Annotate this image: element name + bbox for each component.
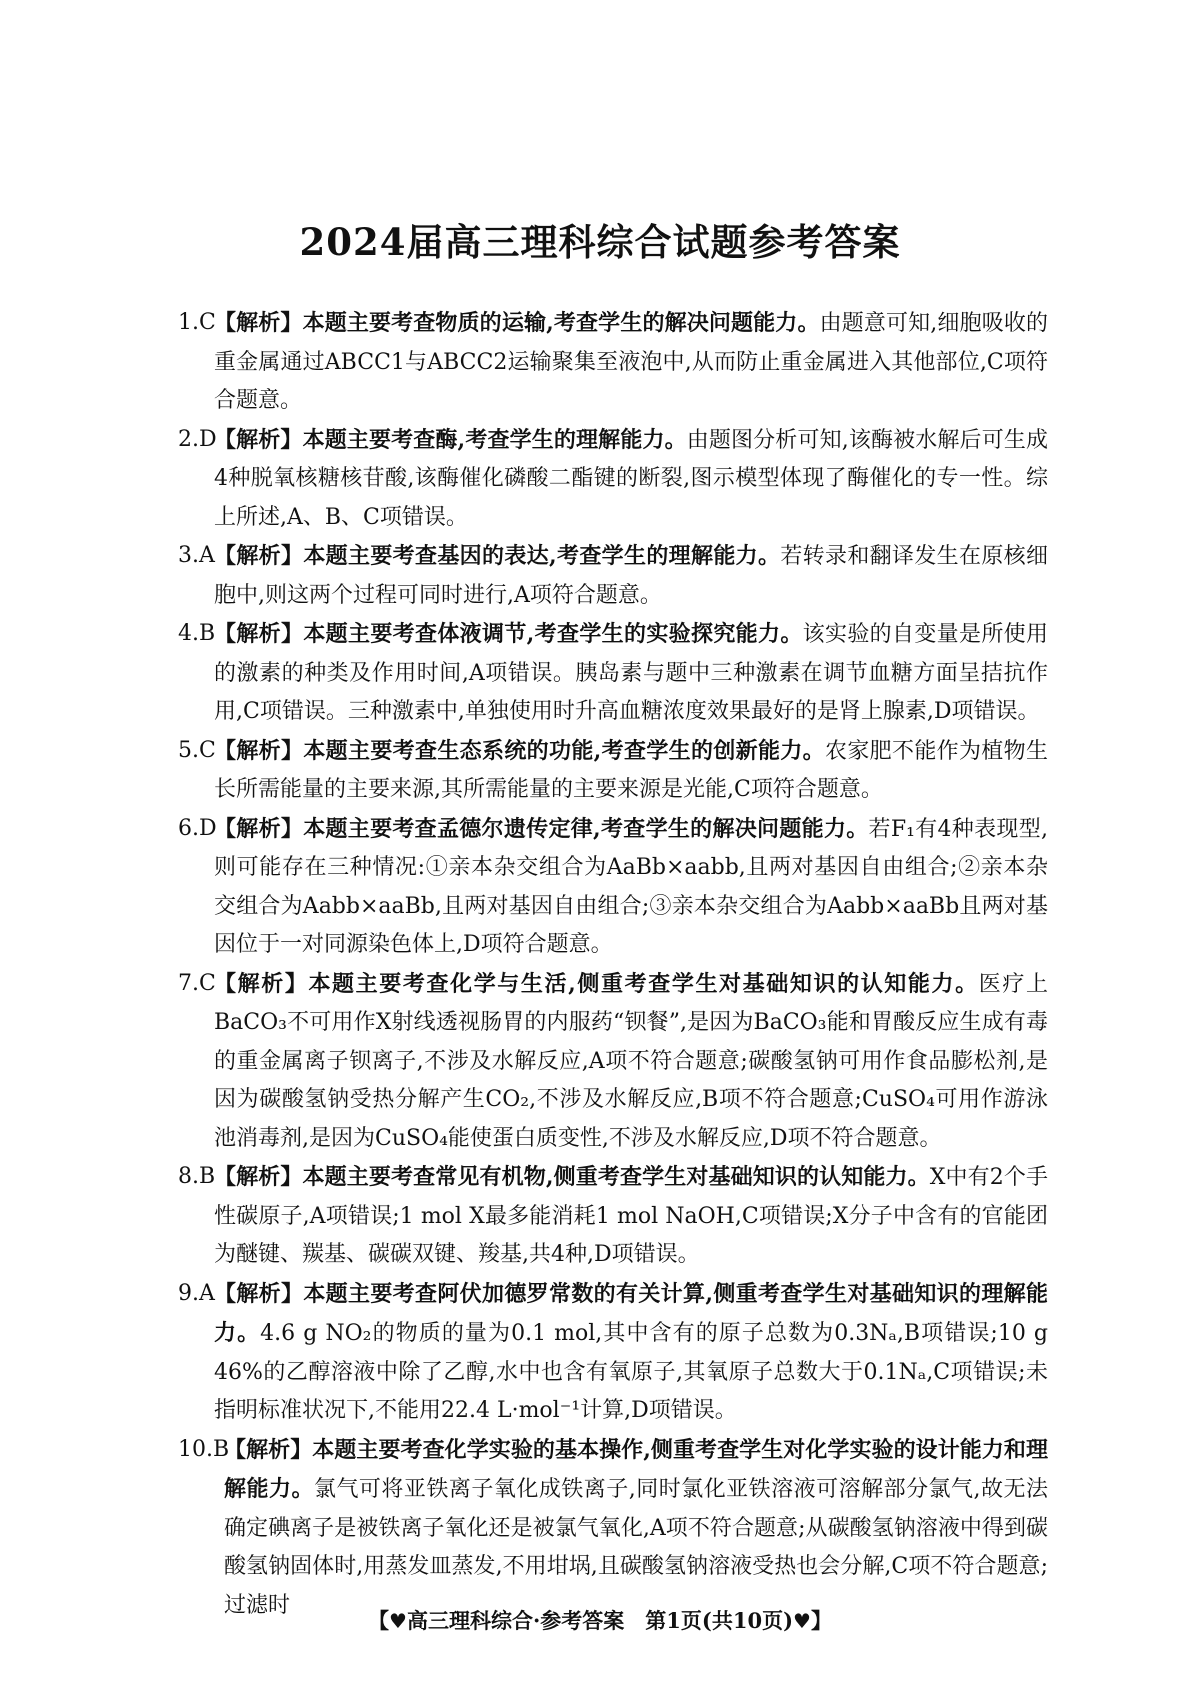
answer-number: 6.D (178, 815, 217, 841)
analysis-body: 若转录和翻译发生在原核细胞中,则这两个过程可同时进行,A项符合题意。 (214, 544, 1048, 608)
answer-number: 7.C (178, 970, 216, 996)
analysis-lead: 本题主要考查酶,考查学生的理解能力。 (302, 426, 687, 453)
answer-number: 5.C (178, 737, 216, 763)
heart-icon: ♥ (389, 1609, 407, 1633)
answer-item (178, 304, 1048, 421)
answer-item (178, 615, 1048, 732)
analysis-body: 该实验的自变量是所使用的激素的种类及作用时间,A项错误。胰岛素与题中三种激素在调节血糖方面呈拮抗作用,C项错误。三种激素中,单独使用时升高血糖浓度效果最好的是肾上腺素,D项错误。 (214, 622, 1048, 724)
analysis-lead: 本题主要考查化学与生活,侧重考查学生对基础知识的认知能力。 (308, 970, 979, 997)
page-footer (0, 1605, 1200, 1635)
analysis-tag: 【解析】 (214, 815, 304, 842)
analysis-body: 由题意可知,细胞吸收的重金属通过ABCC1与ABCC2运输聚集至液泡中,从而防止重金属进入其他部位,C项符合题意。 (214, 311, 1048, 413)
analysis-tag: 【解析】 (214, 543, 304, 569)
answer-item (178, 537, 1048, 615)
answer-number: 4.B (178, 621, 216, 646)
analysis-tag: 【解析】 (214, 426, 303, 453)
analysis-body: 4.6 g NO₂的物质的量为0.1 mol,其中含有的原子总数为0.3Nₐ,B项错误;10 g 46%的乙醇溶液中除了乙醇,水中也含有氧原子,其氧原子总数大于0.1Nₐ,C项错误;未指明标准状况下,不能用22.4 L·mol⁻¹计算,D项错误。 (214, 1321, 1048, 1423)
footer-text: 高三理科综合·参考答案 第1页(共10页) (406, 1608, 794, 1633)
answer-number: 3.A (178, 543, 215, 568)
answer-item (178, 1275, 1048, 1431)
answer-number: 1.C (178, 310, 216, 335)
analysis-lead: 本题主要考查基因的表达,考查学生的理解能力。 (303, 543, 781, 569)
analysis-lead: 本题主要考查孟德尔遗传定律,考查学生的解决问题能力。 (303, 815, 869, 842)
analysis-body: X中有2个手性碳原子,A项错误;1 mol X最多能消耗1 mol NaOH,C项错误;X分子中含有的官能团为醚键、羰基、碳碳双键、羧基,共4种,D项错误。 (214, 1165, 1048, 1267)
analysis-lead: 本题主要考查生态系统的功能,考查学生的创新能力。 (303, 737, 825, 764)
analysis-tag: 【解析】 (214, 621, 304, 647)
analysis-lead: 本题主要考查物质的运输,考查学生的解决问题能力。 (302, 310, 820, 336)
analysis-tag: 【解析】 (214, 310, 303, 336)
answer-item (178, 732, 1048, 810)
analysis-lead: 本题主要考查阿伏加德罗常数的有关计算,侧重考查学生对基础知识的理解能力。 (214, 1280, 1048, 1346)
heart-icon: ♥ (793, 1609, 811, 1633)
answer-item (178, 965, 1048, 1159)
analysis-body: 由题图分析可知,该酶被水解后可生成4种脱氧核糖核苷酸,该酶催化磷酸二酯键的断裂,图示模型体现了酶催化的专一性。综上所述,A、B、C项错误。 (214, 427, 1048, 530)
answer-number: 2.D (178, 426, 217, 452)
answer-item (178, 1158, 1048, 1275)
analysis-tag: 【解析】 (214, 970, 309, 997)
analysis-tag: 【解析】 (214, 1164, 303, 1190)
analysis-lead: 本题主要考查体液调节,考查学生的实验探究能力。 (303, 621, 803, 647)
answer-item (178, 421, 1048, 538)
analysis-body: 医疗上BaCO₃不可用作X射线透视肠胃的内服药“钡餐”,是因为BaCO₃能和胃酸反应生成有毒的重金属离子钡离子,不涉及水解反应,A项不符合题意;碳酸氢钠可用作食品膨松剂,是因为碳酸氢钠受热分解产生CO₂,不涉及水解反应,B项不符合题意;CuSO₄可用作游泳池消毒剂,是因为CuSO₄能使蛋白质变性,不涉及水解反应,D项不符合题意。 (214, 971, 1048, 1151)
analysis-body: 农家肥不能作为植物生长所需能量的主要来源,其所需能量的主要来源是光能,C项符合题意。 (214, 738, 1048, 802)
analysis-lead: 本题主要考查常见有机物,侧重考查学生对基础知识的认知能力。 (302, 1164, 930, 1190)
answer-list (178, 304, 1048, 1625)
answer-item (178, 1431, 1048, 1626)
answer-number: 10.B (178, 1436, 230, 1462)
answer-number: 8.B (178, 1164, 216, 1189)
analysis-body: 若F₁有4种表现型,则可能存在三种情况:①亲本杂交组合为AaBb×aabb,且两对基因自由组合;②亲本杂交组合为Aabb×aaBb,且两对基因自由组合;③亲本杂交组合为Aabb×aaBb且两对基因位于一对同源染色体上,D项符合题意。 (214, 816, 1048, 957)
page-title: 2024届高三理科综合试题参考答案 (299, 220, 901, 264)
analysis-body: 氯气可将亚铁离子氧化成铁离子,同时氯化亚铁溶液可溶解部分氯气,故无法确定碘离子是被铁离子氧化还是被氯气氧化,A项不符合题意;从碳酸氢钠溶液中得到碳酸氢钠固体时,用蒸发皿蒸发,不用坩埚,且碳酸氢钠溶液受热也会分解,C项不符合题意;过滤时 (224, 1477, 1048, 1618)
footer-bracket-close: 】 (810, 1608, 832, 1633)
answer-item (178, 810, 1048, 965)
answer-number: 9.A (178, 1280, 215, 1306)
analysis-tag: 【解析】 (214, 737, 304, 764)
analysis-tag: 【解析】 (214, 1280, 304, 1307)
analysis-lead: 本题主要考查化学实验的基本操作,侧重考查学生对化学实验的设计能力和理解能力。 (224, 1436, 1048, 1502)
analysis-tag: 【解析】 (224, 1436, 313, 1463)
footer-bracket-open: 【 (368, 1608, 390, 1633)
